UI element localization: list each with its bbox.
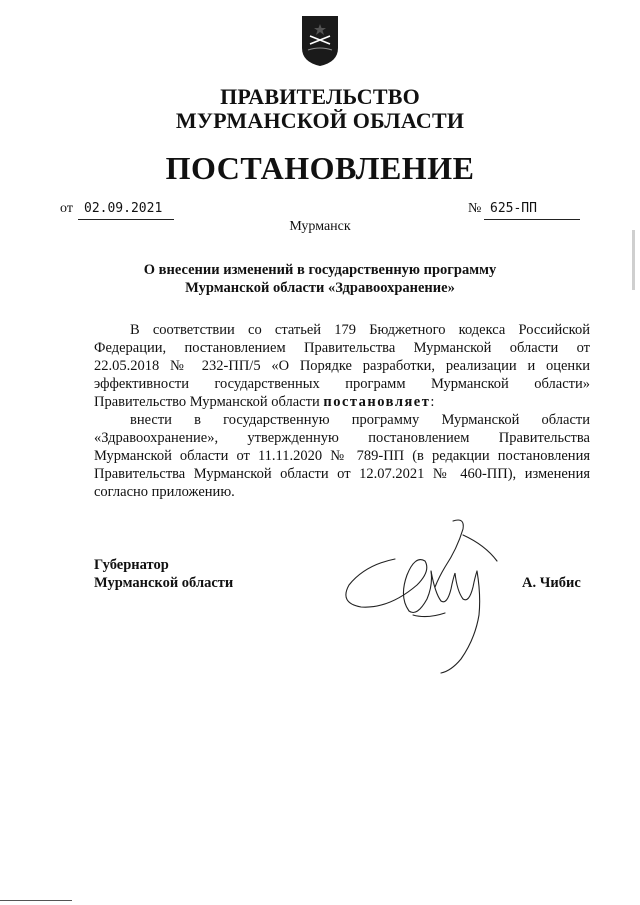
- number-prefix: №: [468, 201, 482, 216]
- org-name-line2: МУРМАНСКОЙ ОБЛАСТИ: [175, 108, 465, 133]
- footer-divider: [0, 900, 72, 901]
- resolves-keyword: постановляет: [323, 394, 431, 410]
- city-name: Мурманск: [289, 219, 351, 234]
- body-line: 22.05.2018 № 232-ПП/5 «О Порядке разработки, реализации и оценки: [94, 358, 590, 374]
- scan-edge-mark: [632, 230, 635, 290]
- body-line: Федерации, постановлением Правительства Мурманской области от: [94, 340, 590, 356]
- subject-line-2: Мурманской области «Здравоохранение»: [185, 280, 455, 296]
- signatory-name: А. Чибис: [522, 575, 581, 591]
- subject-line-1: О внесении изменений в государственную программу: [143, 262, 497, 278]
- body-line: В соответствии со статьей 179 Бюджетного кодекса Российской: [130, 322, 590, 338]
- body-line: внести в государственную программу Мурманской области: [130, 412, 590, 428]
- colon: :: [430, 394, 435, 410]
- org-name-line1: ПРАВИТЕЛЬСТВО: [220, 84, 420, 109]
- date-prefix: от: [60, 201, 73, 216]
- coat-of-arms-icon: [300, 14, 340, 68]
- document-number: 625-ПП: [484, 199, 580, 220]
- signatory-title-line2: Мурманской области: [94, 575, 234, 591]
- signatory-title-line1: Губернатор: [94, 557, 169, 573]
- handwritten-signature: [335, 515, 515, 675]
- body-line: «Здравоохранение», утвержденную постановлением Правительства: [94, 430, 590, 446]
- body-line: эффективности государственных программ Мурманской области»: [94, 376, 590, 392]
- body-line: согласно приложению.: [94, 484, 235, 500]
- body-line: Правительства Мурманской области от 12.07.2021 № 460-ПП), изменения: [94, 466, 590, 482]
- body-line: Мурманской области от 11.11.2020 № 789-ПП (в редакции постановления: [94, 448, 590, 464]
- document-type-title: ПОСТАНОВЛЕНИЕ: [165, 150, 475, 186]
- document-date: 02.09.2021: [78, 199, 174, 220]
- body-line: Правительство Мурманской области: [94, 394, 320, 410]
- body-line-resolution: [94, 393, 590, 411]
